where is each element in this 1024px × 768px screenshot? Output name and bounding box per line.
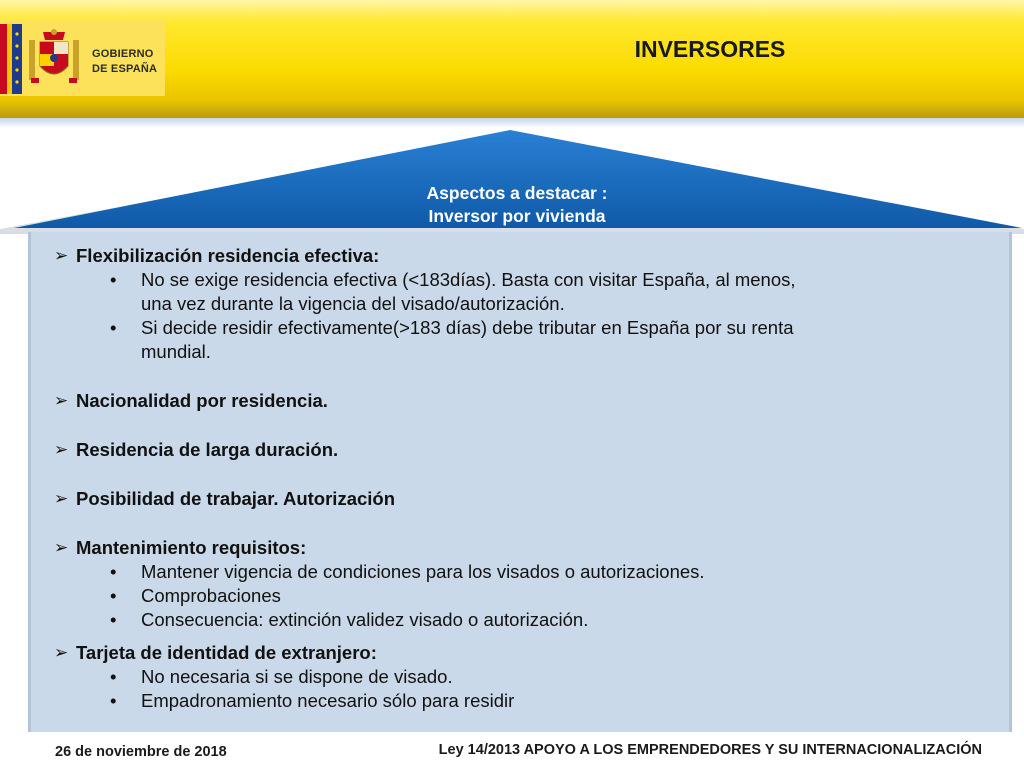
section-heading-text: Posibilidad de trabajar. Autorización xyxy=(76,488,396,509)
section-heading-text: Residencia de larga duración. xyxy=(76,439,339,460)
roof-heading xyxy=(312,182,722,228)
footer-date: 26 de noviembre de 2018 xyxy=(55,744,227,760)
section-heading xyxy=(52,641,992,665)
list-item xyxy=(52,560,992,584)
list-item-text: Consecuencia: extinción validez visado o autorización. xyxy=(141,609,589,630)
list-item xyxy=(52,665,992,689)
list-item-text: No se exige residencia efectiva (<183días). Basta con visitar España, al menos, xyxy=(141,269,796,290)
list-item-text: No necesaria si se dispone de visado. xyxy=(141,666,453,687)
government-name-line1: GOBIERNO xyxy=(92,48,154,60)
list-item xyxy=(52,268,992,316)
section-heading xyxy=(52,244,992,268)
spain-flag-icon xyxy=(0,24,22,94)
list-item xyxy=(52,689,992,713)
bullet-dot-icon: • xyxy=(110,666,117,687)
list-item-text: mundial. xyxy=(141,341,211,362)
section-heading xyxy=(52,536,992,560)
section-heading xyxy=(52,487,992,511)
section-heading xyxy=(52,438,992,462)
list-item-text: Mantener vigencia de condiciones para los visados o autorizaciones. xyxy=(141,561,705,582)
roof-heading-line1: Aspectos a destacar : xyxy=(426,183,608,203)
arrow-bullet-icon: ➢ xyxy=(54,440,69,459)
list-item-text: una vez durante la vigencia del visado/autorización. xyxy=(141,293,565,314)
footer-law-title: Ley 14/2013 APOYO A LOS EMPRENDEDORES Y SU INTERNACIONALIZACIÓN xyxy=(438,742,982,758)
section-heading-text: Nacionalidad por residencia. xyxy=(76,390,328,411)
government-name xyxy=(92,47,172,77)
list-item xyxy=(52,608,992,632)
arrow-bullet-icon: ➢ xyxy=(54,391,69,410)
list-item-text: Si decide residir efectivamente(>183 días) debe tributar en España por su renta xyxy=(141,317,794,338)
coat-of-arms-icon xyxy=(27,28,81,88)
government-name-line2: DE ESPAÑA xyxy=(92,63,158,75)
section-heading-text: Mantenimiento requisitos: xyxy=(76,537,307,558)
bullet-dot-icon: • xyxy=(110,269,117,290)
roof-heading-line2: Inversor por vivienda xyxy=(428,206,606,226)
arrow-bullet-icon: ➢ xyxy=(54,246,69,265)
arrow-bullet-icon: ➢ xyxy=(54,643,69,662)
page-title: INVERSORES xyxy=(634,36,786,62)
bullet-dot-icon: • xyxy=(110,609,117,630)
arrow-bullet-icon: ➢ xyxy=(54,538,69,557)
section-heading-text: Flexibilización residencia efectiva: xyxy=(76,245,380,266)
list-item-text: Comprobaciones xyxy=(141,585,281,606)
section-heading-text: Tarjeta de identidad de extranjero: xyxy=(76,642,377,663)
arrow-bullet-icon: ➢ xyxy=(54,489,69,508)
list-item-text: Empadronamiento necesario sólo para residir xyxy=(141,690,515,711)
bullet-dot-icon: • xyxy=(110,585,117,606)
list-item xyxy=(52,584,992,608)
bullet-dot-icon: • xyxy=(110,561,117,582)
content-list xyxy=(52,244,992,713)
header-divider xyxy=(0,118,1024,128)
bullet-dot-icon: • xyxy=(110,690,117,711)
section-heading xyxy=(52,389,992,413)
bullet-dot-icon: • xyxy=(110,317,117,338)
list-item xyxy=(52,316,992,364)
